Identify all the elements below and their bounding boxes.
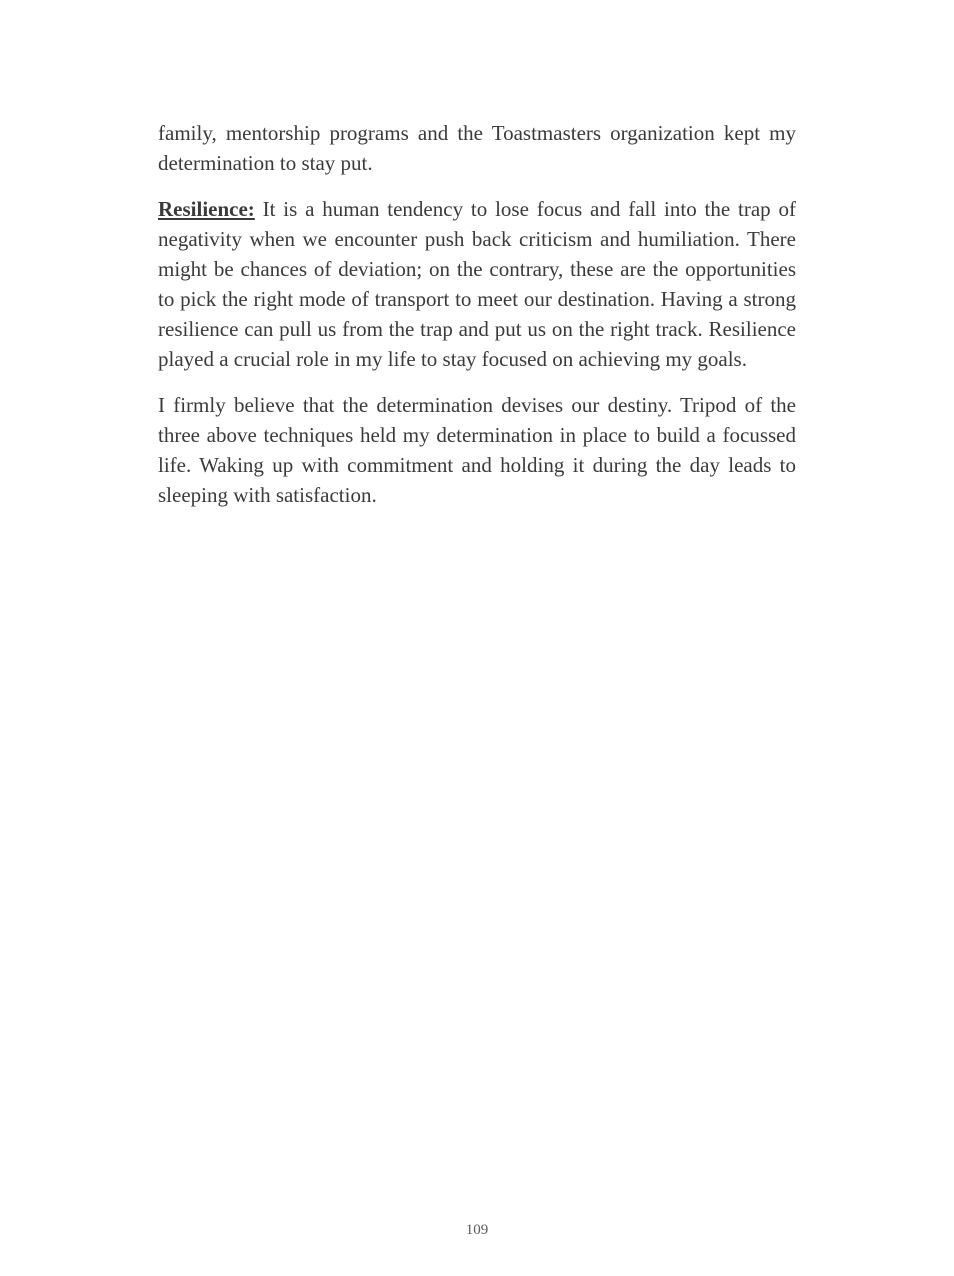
resilience-heading: Resilience:	[158, 197, 255, 221]
paragraph-text: family, mentorship programs and the Toastmasters organization kept my determination to stay put.	[158, 121, 796, 175]
paragraph-continuation	[158, 118, 796, 178]
body-text	[158, 118, 796, 526]
page-number: 109	[465, 1222, 489, 1238]
paragraph-text: It is a human tendency to lose focus and fall into the trap of negativity when we encounter push back criticism and humiliation. There might be chances of deviation; on the contrary, these are the opportunities to pick the right mode of transport to meet our destination. Having a strong resilience can pull us from the trap and put us on the right track. Resilience played a crucial role in my life to stay focused on achieving my goals.	[158, 197, 796, 371]
paragraph-text: I firmly believe that the determination devises our destiny. Tripod of the three above techniques held my determination in place to build a focussed life. Waking up with commitment and holding it during the day leads to sleeping with satisfaction.	[158, 393, 796, 507]
paragraph-resilience	[158, 194, 796, 374]
paragraph-conclusion	[158, 390, 796, 510]
